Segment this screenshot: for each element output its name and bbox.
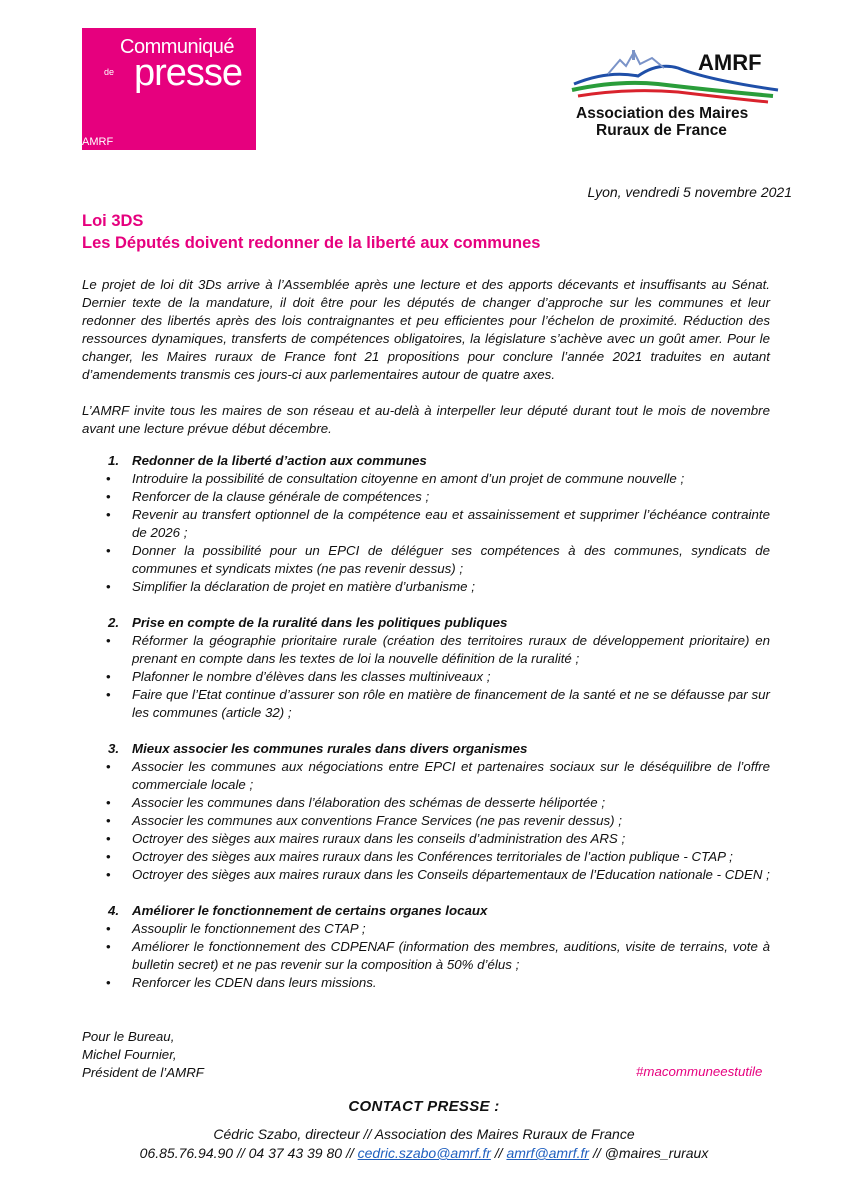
list-item	[82, 866, 770, 884]
bullet-icon: •	[106, 579, 111, 594]
signature-line2: Michel Fournier,	[82, 1047, 177, 1062]
hashtag: #macommuneestutile	[636, 1064, 763, 1079]
list-item-text: Renforcer les CDEN dans leurs missions.	[132, 975, 377, 990]
list-item	[82, 686, 770, 722]
section-heading	[82, 614, 770, 632]
contact-twitter: // @maires_ruraux	[589, 1145, 709, 1161]
list-item	[82, 794, 770, 812]
bullet-icon: •	[106, 831, 111, 846]
section-heading	[82, 452, 770, 470]
list-item-text: Réformer la géographie prioritaire rurale (création des territoires ruraux de développement prioritaire) en prenant en compte dans les textes de loi la nouvelle définition de la ruralité ;	[132, 633, 770, 666]
section-heading	[82, 902, 770, 920]
proposal-section	[82, 740, 770, 884]
contact-phones: 06.85.76.94.90 // 04 37 43 39 80 //	[139, 1145, 358, 1161]
document-title	[82, 210, 540, 254]
contact-title: CONTACT PRESSE :	[348, 1098, 500, 1115]
list-item	[82, 632, 770, 668]
list-item	[82, 758, 770, 794]
list-item-text: Associer les communes aux conventions France Services (ne pas revenir dessus) ;	[132, 813, 622, 828]
list-item-text: Renforcer de la clause générale de compétences ;	[132, 489, 430, 504]
bullet-icon: •	[106, 633, 111, 648]
list-item-text: Octroyer des sièges aux maires ruraux dans les conseils d’administration des ARS ;	[132, 831, 626, 846]
proposal-section	[82, 614, 770, 722]
bullet-icon: •	[106, 939, 111, 954]
bullet-icon: •	[106, 975, 111, 990]
list-item	[82, 470, 770, 488]
list-item	[82, 938, 770, 974]
section-heading-text: Redonner de la liberté d’action aux communes	[132, 453, 427, 468]
title-line1: Loi 3DS	[82, 212, 144, 230]
bullet-icon: •	[106, 759, 111, 774]
intro-paragraph-2: L’AMRF invite tous les maires de son réseau et au-delà à interpeller leur député durant tout le mois de novembre avant une lecture prévue début décembre.	[82, 403, 770, 436]
section-heading	[82, 740, 770, 758]
bullet-icon: •	[106, 849, 111, 864]
date-line: Lyon, vendredi 5 novembre 2021	[587, 184, 792, 200]
list-item-text: Simplifier la déclaration de projet en matière d’urbanisme ;	[132, 579, 475, 594]
list-item	[82, 848, 770, 866]
list-item	[82, 668, 770, 686]
list-item-text: Octroyer des sièges aux maires ruraux dans les Conseils départementaux de l’Education nationale - CDEN ;	[132, 867, 770, 882]
bullet-icon: •	[106, 921, 111, 936]
intro-text	[82, 276, 770, 456]
list-item-text: Associer les communes aux négociations entre EPCI et partenaires sociaux sur le déséquilibre de l’offre commerciale locale ;	[132, 759, 770, 792]
badge-de: de	[104, 67, 115, 77]
amrf-acronym: AMRF	[698, 50, 762, 75]
contact-line2	[0, 1145, 848, 1161]
section-number: 2.	[108, 615, 120, 630]
intro-paragraph-1: Le projet de loi dit 3Ds arrive à l’Assemblée après une lecture et des apports décevants et insuffisants au Sénat. Dernier texte de la mandature, il doit être pour les députés de changer d’approche sur les communes et leur redonner des libertés après des lois contraignantes et peu efficientes pour l’échelon de proximité. Réduction des ressources dynamiques, transferts de compétences obligatoires, la législature s’achève avec un goût amer. Pour le changer, les Maires ruraux de France font 21 propositions pour conclure l’année 2021 traduites en autant d’amendements transmis ces jours-ci aux parlementaires autour de quatre axes.	[82, 277, 770, 382]
bullet-icon: •	[106, 687, 111, 702]
list-item	[82, 812, 770, 830]
section-number: 3.	[108, 741, 120, 756]
proposal-section	[82, 902, 770, 992]
contact-separator: //	[490, 1145, 507, 1161]
title-line2: Les Députés doivent redonner de la liberté aux communes	[82, 234, 541, 252]
list-item	[82, 830, 770, 848]
list-item	[82, 542, 770, 578]
list-item-text: Revenir au transfert optionnel de la compétence eau et assainissement et supprimer l’échéance contrainte de 2026 ;	[132, 507, 770, 540]
section-heading-text: Améliorer le fonctionnement de certains organes locaux	[132, 903, 488, 918]
badge-line1: Communiqué	[120, 36, 234, 58]
badge-line2: presse	[133, 52, 242, 94]
bullet-icon: •	[106, 795, 111, 810]
bullet-icon: •	[106, 867, 111, 882]
contact-line1: Cédric Szabo, directeur // Association des Maires Ruraux de France	[213, 1126, 635, 1142]
list-item-text: Associer les communes dans l’élaboration des schémas de desserte héliportée ;	[132, 795, 606, 810]
signature	[82, 1028, 204, 1082]
list-item	[82, 920, 770, 938]
section-heading-text: Mieux associer les communes rurales dans divers organismes	[132, 741, 528, 756]
amrf-name-line1: Association des Maires	[576, 105, 749, 122]
badge-small: AMRF	[82, 136, 114, 148]
list-item-text: Octroyer des sièges aux maires ruraux dans les Conférences territoriales de l’action publique - CTAP ;	[132, 849, 733, 864]
list-item-text: Donner la possibilité pour un EPCI de déléguer ses compétences à des communes, syndicats de communes et syndicats mixtes (ne pas revenir dessus) ;	[132, 543, 770, 576]
list-item	[82, 578, 770, 596]
list-item	[82, 506, 770, 542]
bullet-icon: •	[106, 489, 111, 504]
bullet-icon: •	[106, 669, 111, 684]
signature-line3: Président de l’AMRF	[82, 1065, 204, 1080]
bullet-icon: •	[106, 543, 111, 558]
email-link-cedric[interactable]: cedric.szabo@amrf.fr	[357, 1145, 491, 1161]
list-item-text: Assouplir le fonctionnement des CTAP ;	[132, 921, 366, 936]
email-link-amrf[interactable]: amrf@amrf.fr	[506, 1145, 590, 1161]
proposal-section	[82, 452, 770, 596]
list-item-text: Améliorer le fonctionnement des CDPENAF (information des membres, auditions, visite de terrains, vote à bulletin secret) et ne pas revenir sur la composition à 50% d’élus ;	[132, 939, 770, 972]
communique-de-presse-badge	[82, 28, 256, 150]
list-item-text: Faire que l’Etat continue d’assurer son rôle en matière de financement de la santé et ne se défausse par sur les communes (article 32) ;	[132, 687, 770, 720]
list-item	[82, 974, 770, 992]
signature-line1: Pour le Bureau,	[82, 1029, 175, 1044]
amrf-logo	[568, 40, 788, 150]
bullet-icon: •	[106, 507, 111, 522]
bullet-icon: •	[106, 471, 111, 486]
amrf-name-line2: Ruraux de France	[596, 122, 727, 139]
bullet-icon: •	[106, 813, 111, 828]
section-number: 1.	[108, 453, 120, 468]
list-item-text: Introduire la possibilité de consultation citoyenne en amont d’un projet de commune nouvelle ;	[132, 471, 685, 486]
list-item	[82, 488, 770, 506]
list-item-text: Plafonner le nombre d’élèves dans les classes multiniveaux ;	[132, 669, 491, 684]
section-heading-text: Prise en compte de la ruralité dans les politiques publiques	[132, 615, 508, 630]
section-number: 4.	[108, 903, 120, 918]
proposals-list	[82, 452, 770, 1010]
